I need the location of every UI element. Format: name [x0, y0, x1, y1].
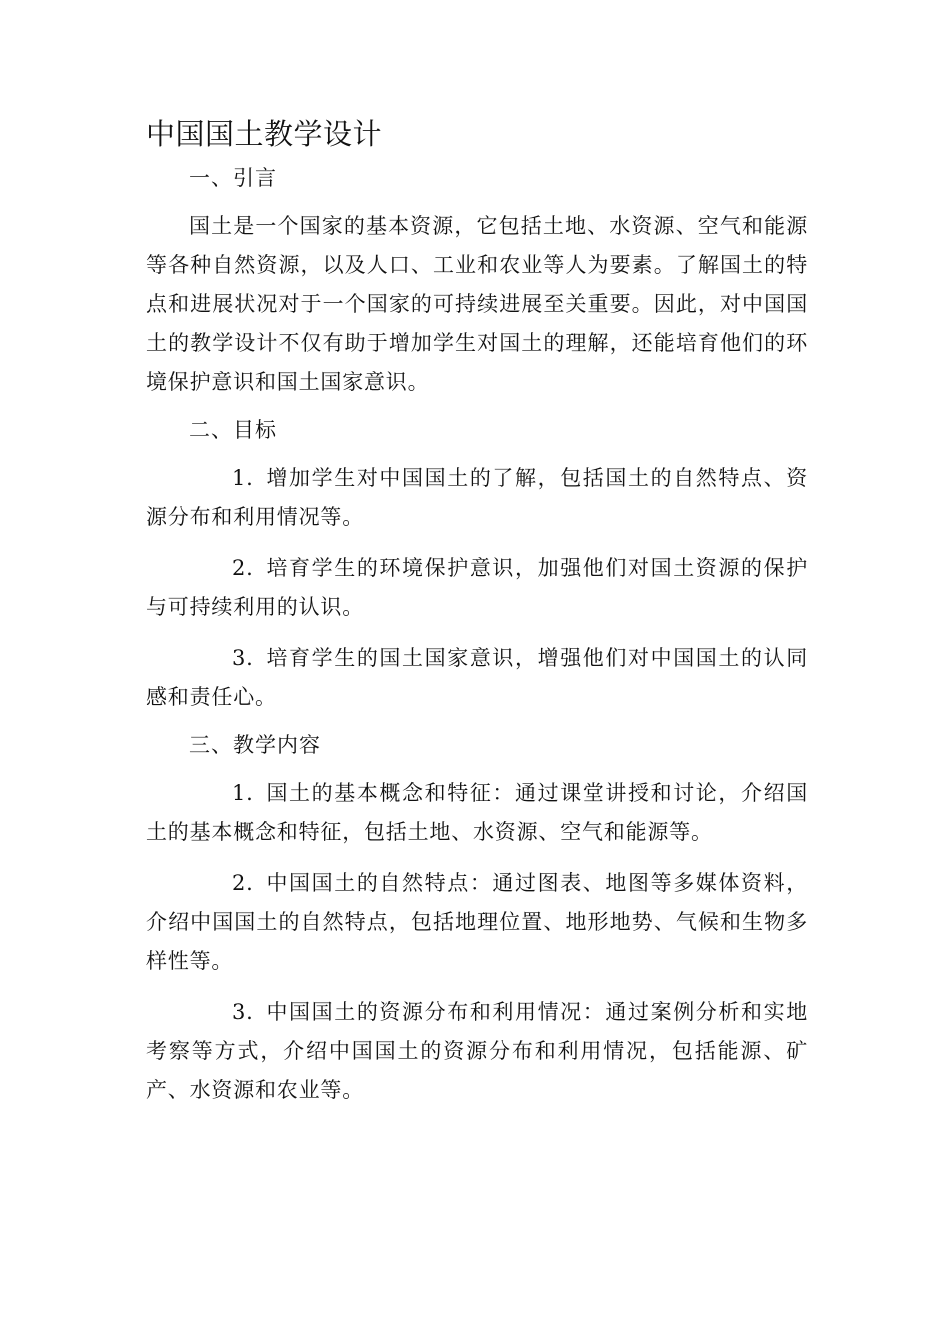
list-item-text: 中国国土的自然特点：通过图表、地图等多媒体资料，介绍中国国土的自然特点，包括地理位置、地形地势、气候和生物多样性等。 — [146, 871, 808, 973]
list-item-number: 1. — [232, 466, 254, 490]
section-heading: 二、目标 — [189, 418, 277, 442]
list-item — [146, 639, 808, 717]
section-heading: 一、引言 — [189, 166, 277, 190]
list-item-number: 3. — [232, 646, 254, 670]
list-item — [146, 993, 808, 1110]
section-teaching-content — [146, 729, 808, 1110]
list-item-number: 3. — [232, 1000, 254, 1024]
document-title: 中国国土教学设计 — [146, 117, 383, 151]
list-item-text: 培育学生的环境保护意识，加强他们对国土资源的保护与可持续利用的认识。 — [146, 556, 808, 619]
section-goals — [146, 414, 808, 717]
list-item-text: 培育学生的国土国家意识，增强他们对中国国土的认同感和责任心。 — [146, 646, 808, 709]
list-item-text: 国土的基本概念和特征：通过课堂讲授和讨论，介绍国土的基本概念和特征，包括土地、水资源、空气和能源等。 — [146, 781, 808, 844]
paragraph: 国土是一个国家的基本资源，它包括土地、水资源、空气和能源等各种自然资源，以及人口、工业和农业等人为要素。了解国土的特点和进展状况对于一个国家的可持续进展至关重要。因此，对中国国土的教学设计不仅有助于增加学生对国土的理解，还能培育他们的环境保护意识和国土国家意识。 — [146, 214, 808, 394]
section-heading: 三、教学内容 — [189, 733, 321, 757]
document-page — [146, 112, 808, 1122]
list-item-text: 增加学生对中国国土的了解，包括国土的自然特点、资源分布和利用情况等。 — [146, 466, 808, 529]
list-item — [146, 459, 808, 537]
list-item-number: 2. — [232, 556, 254, 580]
list-item — [146, 549, 808, 627]
list-item-number: 2. — [232, 871, 254, 895]
list-item — [146, 774, 808, 852]
list-item — [146, 864, 808, 981]
list-item-text: 中国国土的资源分布和利用情况：通过案例分析和实地考察等方式，介绍中国国土的资源分布和利用情况，包括能源、矿产、水资源和农业等。 — [146, 1000, 808, 1102]
list-item-number: 1. — [232, 781, 254, 805]
section-introduction — [146, 162, 808, 402]
